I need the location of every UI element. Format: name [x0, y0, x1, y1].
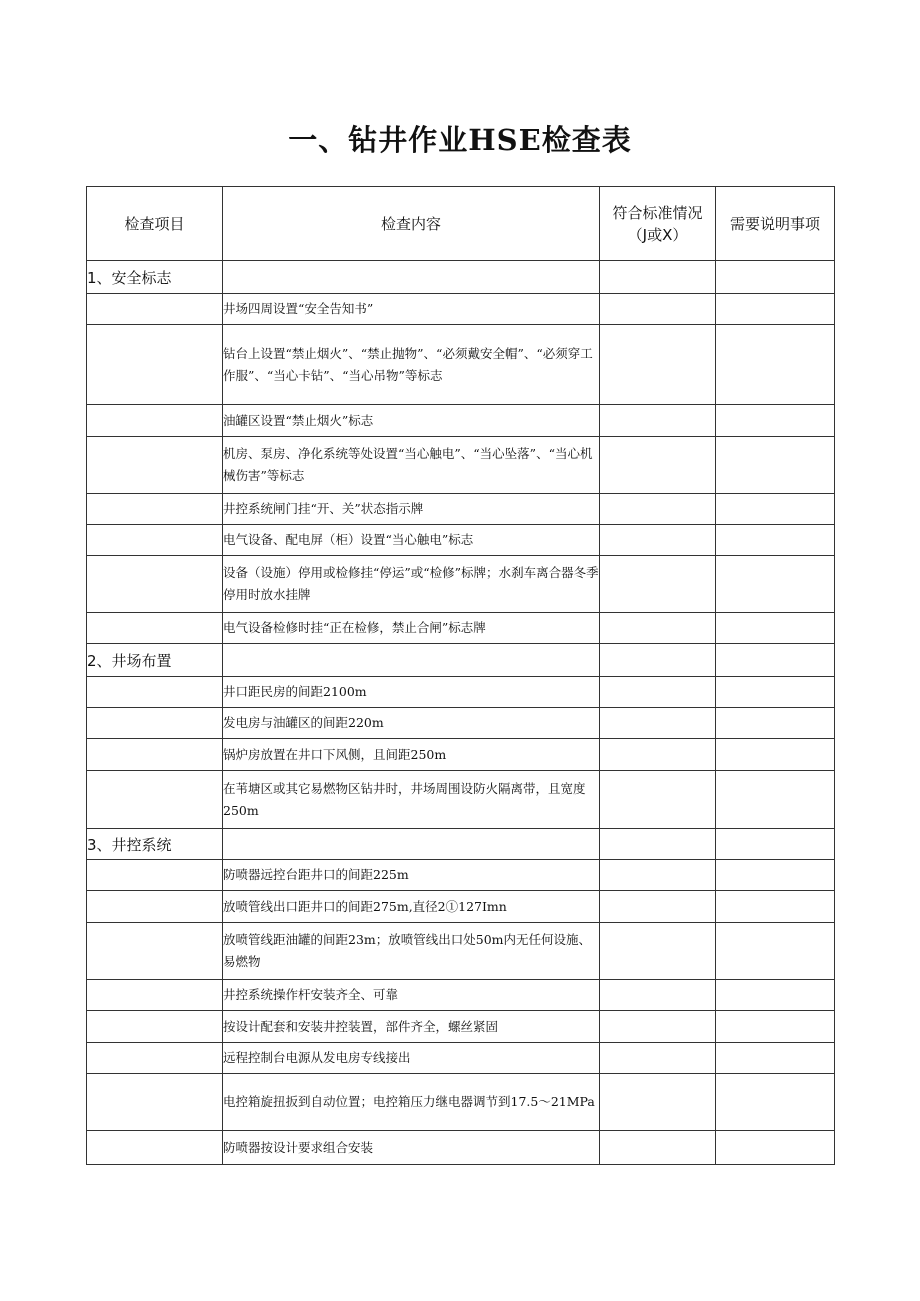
conformity-cell: [600, 405, 716, 437]
content-cell: [223, 829, 600, 860]
conformity-cell: [600, 325, 716, 405]
item-cell: [87, 613, 223, 644]
notes-cell: [716, 739, 835, 771]
table-row: [87, 677, 835, 708]
item-cell: [87, 891, 223, 923]
table-header-row: [87, 187, 835, 261]
table-row: [87, 1074, 835, 1131]
item-cell: [87, 739, 223, 771]
content-cell: [223, 644, 600, 677]
item-cell: [87, 1011, 223, 1043]
check-content-cell: 井场四周设置“安全告知书”: [223, 294, 600, 325]
notes-cell: [716, 771, 835, 829]
table-row: [87, 613, 835, 644]
table-row: [87, 556, 835, 613]
conformity-cell: [600, 261, 716, 294]
notes-cell: [716, 325, 835, 405]
conformity-cell: [600, 771, 716, 829]
notes-cell: [716, 644, 835, 677]
item-cell: [87, 556, 223, 613]
notes-cell: [716, 860, 835, 891]
conformity-cell: [600, 494, 716, 525]
header-conformity: [600, 187, 716, 261]
item-cell: [87, 1043, 223, 1074]
conformity-cell: [600, 739, 716, 771]
conformity-cell: [600, 294, 716, 325]
item-cell: [87, 923, 223, 980]
notes-cell: [716, 405, 835, 437]
table-row: [87, 1011, 835, 1043]
conformity-cell: [600, 980, 716, 1011]
item-cell: [87, 980, 223, 1011]
notes-cell: [716, 980, 835, 1011]
check-content-cell: 电控箱旋扭扳到自动位置；电控箱压力继电器调节到17.5～21MPa: [223, 1074, 600, 1131]
notes-cell: [716, 891, 835, 923]
table-row: [87, 771, 835, 829]
table-row: [87, 1131, 835, 1165]
table-row: [87, 923, 835, 980]
table-row: [87, 739, 835, 771]
check-content-cell: 远程控制台电源从发电房专线接出: [223, 1043, 600, 1074]
item-cell: [87, 1131, 223, 1165]
page-title: 一、钻井作业HSE检查表: [288, 123, 632, 157]
header-check-item: 检查项目: [87, 187, 223, 261]
notes-cell: [716, 708, 835, 739]
notes-cell: [716, 437, 835, 494]
section-title: 2、井场布置: [87, 644, 223, 677]
item-cell: [87, 405, 223, 437]
check-content-cell: 发电房与油罐区的间距220m: [223, 708, 600, 739]
conformity-cell: [600, 525, 716, 556]
table-row: [87, 494, 835, 525]
check-content-cell: 钻台上设置“禁止烟火”、“禁止抛物”、“必须戴安全帽”、“必须穿工作服”、“当心卡钻”、“当心吊物”等标志: [223, 325, 600, 405]
check-content-cell: 设备（设施）停用或检修挂“停运”或“检修”标牌；水刹车离合器冬季停用时放水挂牌: [223, 556, 600, 613]
notes-cell: [716, 829, 835, 860]
check-content-cell: 机房、泵房、净化系统等处设置“当心触电”、“当心坠落”、“当心机械伤害”等标志: [223, 437, 600, 494]
item-cell: [87, 494, 223, 525]
check-content-cell: 在苇塘区或其它易燃物区钻井时，井场周围设防火隔离带，且宽度250m: [223, 771, 600, 829]
conformity-cell: [600, 556, 716, 613]
section-row: [87, 644, 835, 677]
conformity-cell: [600, 1074, 716, 1131]
table-row: [87, 1043, 835, 1074]
notes-cell: [716, 494, 835, 525]
check-content-cell: 按设计配套和安装井控装置，部件齐全，螺丝紧固: [223, 1011, 600, 1043]
table-row: [87, 525, 835, 556]
table-row: [87, 860, 835, 891]
notes-cell: [716, 677, 835, 708]
table-row: [87, 708, 835, 739]
check-content-cell: 防喷器远控台距井口的间距225m: [223, 860, 600, 891]
notes-cell: [716, 294, 835, 325]
notes-cell: [716, 923, 835, 980]
notes-cell: [716, 556, 835, 613]
item-cell: [87, 1074, 223, 1131]
notes-cell: [716, 613, 835, 644]
notes-cell: [716, 261, 835, 294]
table-body: [87, 261, 835, 1165]
header-notes: 需要说明事项: [716, 187, 835, 261]
notes-cell: [716, 1043, 835, 1074]
check-content-cell: 井口距民房的间距2100m: [223, 677, 600, 708]
header-check-content: 检查内容: [223, 187, 600, 261]
conformity-cell: [600, 437, 716, 494]
item-cell: [87, 771, 223, 829]
item-cell: [87, 294, 223, 325]
table-row: [87, 405, 835, 437]
conformity-cell: [600, 860, 716, 891]
conformity-cell: [600, 1011, 716, 1043]
item-cell: [87, 860, 223, 891]
table-row: [87, 294, 835, 325]
header-conformity-line1: 符合标准情况: [612, 203, 703, 222]
check-content-cell: 放喷管线距油罐的间距23m；放喷管线出口处50m内无任何设施、易燃物: [223, 923, 600, 980]
content-cell: [223, 261, 600, 294]
item-cell: [87, 525, 223, 556]
check-content-cell: 电气设备、配电屏（柜）设置“当心触电”标志: [223, 525, 600, 556]
check-content-cell: 井控系统闸门挂“开、关”状态指示牌: [223, 494, 600, 525]
check-content-cell: 井控系统操作杆安装齐全、可靠: [223, 980, 600, 1011]
conformity-cell: [600, 923, 716, 980]
conformity-cell: [600, 1043, 716, 1074]
section-row: [87, 829, 835, 860]
check-content-cell: 放喷管线出口距井口的间距275m,直径2①127Imn: [223, 891, 600, 923]
conformity-cell: [600, 829, 716, 860]
table-row: [87, 891, 835, 923]
conformity-cell: [600, 677, 716, 708]
check-content-cell: 油罐区设置“禁止烟火”标志: [223, 405, 600, 437]
notes-cell: [716, 1131, 835, 1165]
check-content-cell: 锅炉房放置在井口下风侧，且间距250m: [223, 739, 600, 771]
header-conformity-line2: （J或X）: [627, 225, 688, 244]
item-cell: [87, 325, 223, 405]
hse-checklist-table: [86, 186, 835, 1165]
conformity-cell: [600, 708, 716, 739]
table-row: [87, 980, 835, 1011]
conformity-cell: [600, 644, 716, 677]
table-row: [87, 437, 835, 494]
conformity-cell: [600, 613, 716, 644]
section-row: [87, 261, 835, 294]
section-title: 1、安全标志: [87, 261, 223, 294]
section-title: 3、井控系统: [87, 829, 223, 860]
table-row: [87, 325, 835, 405]
conformity-cell: [600, 891, 716, 923]
notes-cell: [716, 525, 835, 556]
check-content-cell: 防喷器按设计要求组合安装: [223, 1131, 600, 1165]
notes-cell: [716, 1074, 835, 1131]
item-cell: [87, 708, 223, 739]
conformity-cell: [600, 1131, 716, 1165]
item-cell: [87, 437, 223, 494]
check-content-cell: 电气设备检修时挂“正在检修，禁止合闸”标志牌: [223, 613, 600, 644]
notes-cell: [716, 1011, 835, 1043]
item-cell: [87, 677, 223, 708]
